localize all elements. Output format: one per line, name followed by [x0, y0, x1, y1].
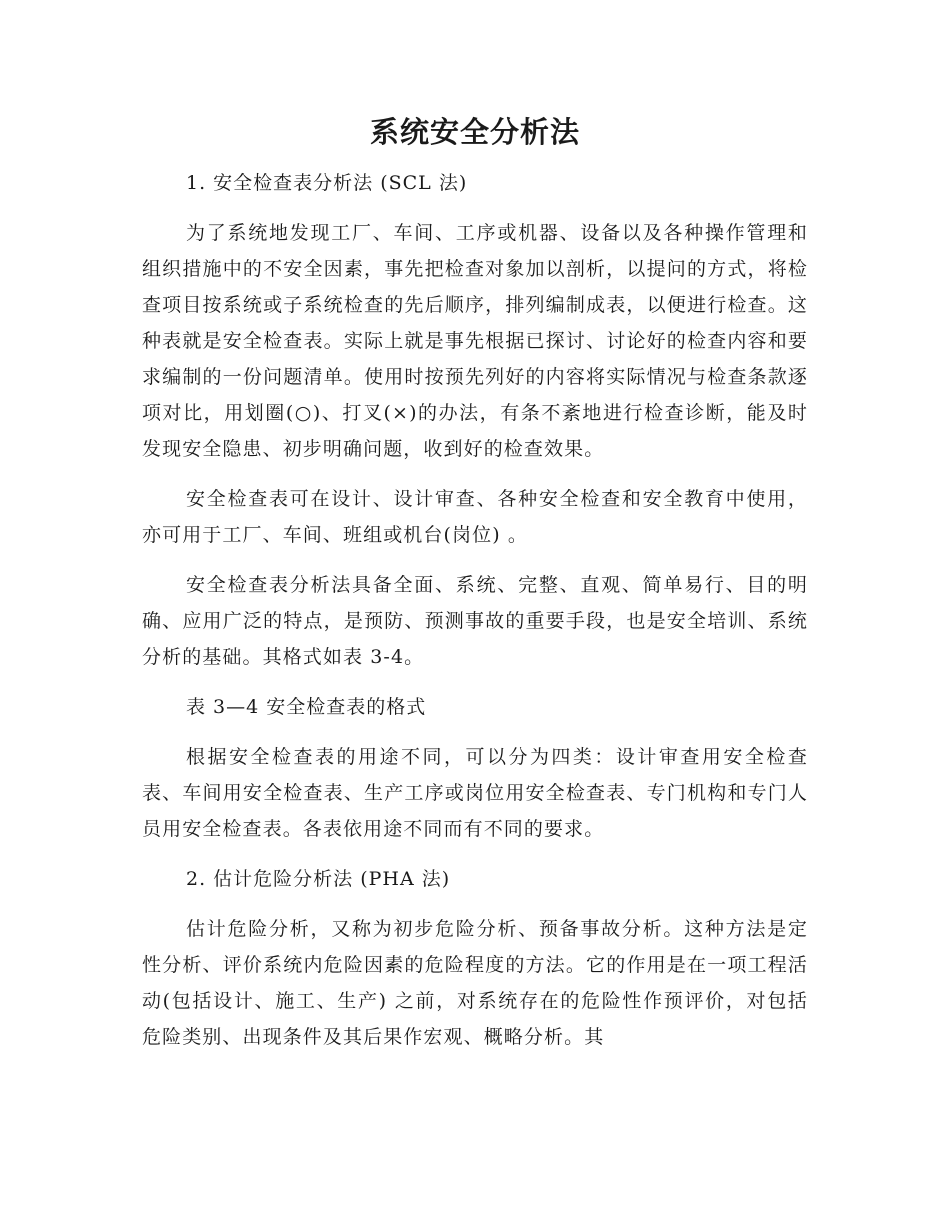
paragraph-pha-definition: 估计危险分析，又称为初步危险分析、预备事故分析。这种方法是定性分析、评价系统内危险因素的危险程度的方法。它的作用是在一项工程活动(包括设计、施工、生产) 之前，对系统存在的危险性作预评价，对包括危险类别、出现条件及其后果作宏观、概略分析。其 [142, 918, 808, 1048]
section-heading-pha: 2. 估计危险分析法 (PHA 法) [186, 868, 451, 890]
table-caption: 表 3—4 安全检查表的格式 [186, 696, 427, 718]
paragraph-scl-usage: 安全检查表可在设计、设计审查、各种安全检查和安全教育中使用，亦可用于工厂、车间、班组或机台(岗位) 。 [142, 488, 808, 546]
section-heading-scl: 1. 安全检查表分析法 (SCL 法) [186, 172, 468, 194]
paragraph-scl-definition: 为了系统地发现工厂、车间、工序或机器、设备以及各种操作管理和组织措施中的不安全因素，事先把检查对象加以剖析，以提问的方式，将检查项目按系统或子系统检查的先后顺序，排列编制成表，以便进行检查。这种表就是安全检查表。实际上就是事先根据已探讨、讨论好的检查内容和要求编制的一份问题清单。使用时按预先列好的内容将实际情况与检查条款逐项对比，用划圈(○)、打叉(×)的办法，有条不紊地进行检查诊断，能及时发现安全隐患、初步明确问题，收到好的检查效果。 [142, 222, 808, 460]
document-body [142, 165, 808, 1055]
paragraph-scl-features: 安全检查表分析法具备全面、系统、完整、直观、简单易行、目的明确、应用广泛的特点，是预防、预测事故的重要手段，也是安全培训、系统分析的基础。其格式如表 3-4。 [142, 574, 808, 668]
paragraph-scl-types: 根据安全检查表的用途不同，可以分为四类：设计审查用安全检查表、车间用安全检查表、生产工序或岗位用安全检查表、专门机构和专门人员用安全检查表。各表依用途不同而有不同的要求。 [142, 746, 808, 840]
page-title: 系统安全分析法 [369, 115, 580, 149]
